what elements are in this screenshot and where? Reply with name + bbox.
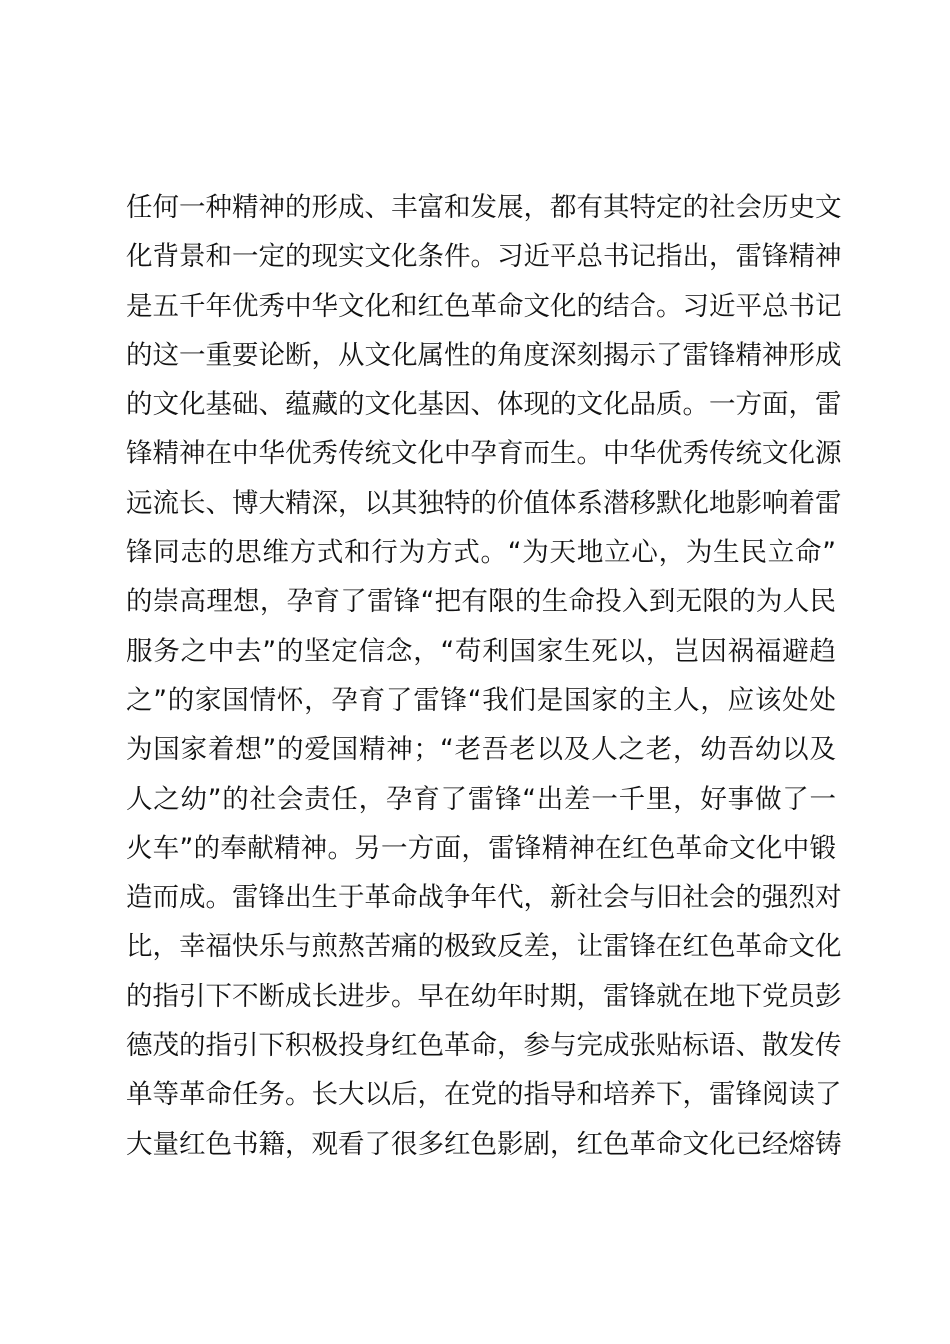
- text-line: 人之幼”的社会责任，孕育了雷锋“出差一千里，好事做了一: [126, 783, 836, 815]
- text-line: 锋精神在中华优秀传统文化中孕育而生。中华优秀传统文化源: [126, 438, 842, 470]
- body-paragraph: [126, 183, 842, 1169]
- text-line: 火车”的奉献精神。另一方面，雷锋精神在红色革命文化中锻: [126, 832, 836, 864]
- text-line: 为国家着想”的爱国精神；“老吾老以及人之老，幼吾幼以及: [126, 734, 836, 766]
- text-line: 化背景和一定的现实文化条件。习近平总书记指出，雷锋精神: [126, 241, 842, 273]
- text-line: 的文化基础、蕴藏的文化基因、体现的文化品质。一方面，雷: [126, 389, 842, 421]
- text-line: 的这一重要论断，从文化属性的角度深刻揭示了雷锋精神形成: [126, 339, 842, 371]
- text-line: 任何一种精神的形成、丰富和发展，都有其特定的社会历史文: [126, 192, 842, 223]
- text-line: 单等革命任务。长大以后，在党的指导和培养下，雷锋阅读了: [126, 1079, 842, 1111]
- text-line: 的指引下不断成长进步。早在幼年时期，雷锋就在地下党员彭: [126, 980, 842, 1012]
- text-line: 之”的家国情怀，孕育了雷锋“我们是国家的主人，应该处处: [126, 684, 836, 716]
- text-line: 比，幸福快乐与煎熬苦痛的极致反差，让雷锋在红色革命文化: [126, 931, 842, 963]
- text-line: 造而成。雷锋出生于革命战争年代，新社会与旧社会的强烈对: [126, 882, 842, 914]
- text-line: 服务之中去”的坚定信念，“苟利国家生死以，岂因祸福避趋: [126, 635, 836, 667]
- text-line: 大量红色书籍，观看了很多红色影剧，红色革命文化已经熔铸: [126, 1128, 842, 1160]
- text-line: 锋同志的思维方式和行为方式。“为天地立心，为生民立命”: [126, 537, 836, 569]
- text-line: 远流长、博大精深，以其独特的价值体系潜移默化地影响着雷: [126, 487, 842, 519]
- text-line: 德茂的指引下积极投身红色革命，参与完成张贴标语、散发传: [126, 1030, 842, 1062]
- text-line: 的崇高理想，孕育了雷锋“把有限的生命投入到无限的为人民: [126, 586, 836, 618]
- text-line: 是五千年优秀中华文化和红色革命文化的结合。习近平总书记: [126, 290, 842, 322]
